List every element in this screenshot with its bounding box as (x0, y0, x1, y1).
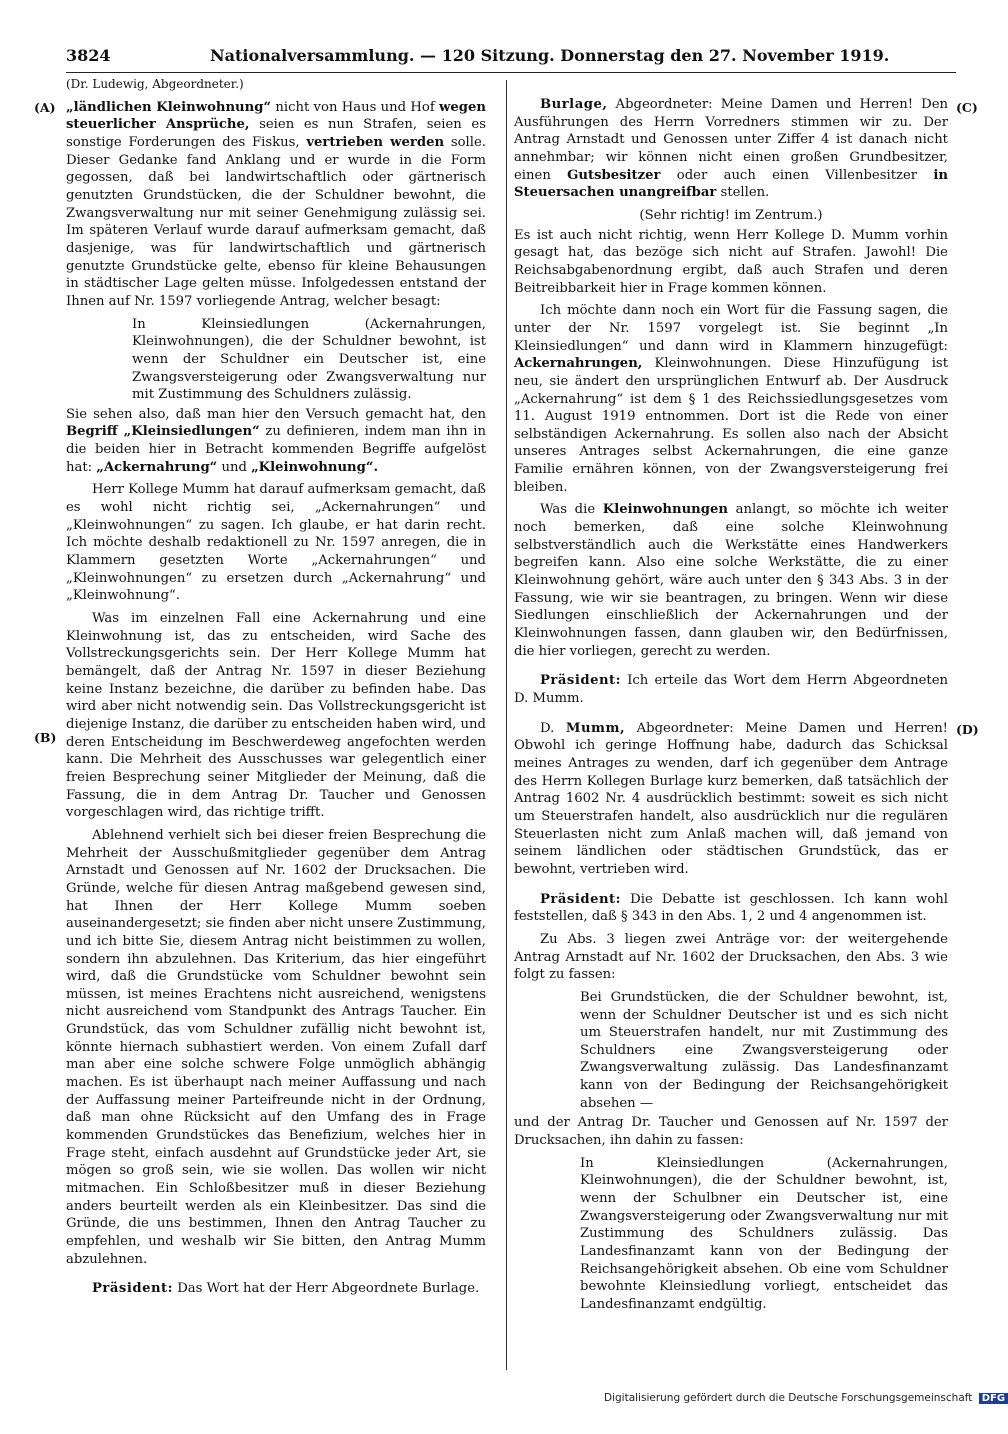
text: und (217, 459, 252, 475)
paragraph (514, 891, 948, 926)
paragraph (66, 406, 486, 477)
column-divider (506, 80, 507, 1370)
emphasis: Gutsbesitzer (567, 167, 661, 183)
margin-marker-b: (B) (34, 730, 57, 745)
paragraph: Zu Abs. 3 liegen zwei Anträge vor: der weitergehende Antrag Arnstadt auf Nr. 1602 der Drucksachen, den Abs. 3 wie folgt zu fassen: (514, 931, 948, 983)
emphasis: vertrieben werden (306, 134, 445, 150)
text: Die Debatte ist geschlossen. Ich kann wohl feststellen, daß § 343 in den Abs. 1, 2 und 4 angenommen ist. (514, 891, 948, 925)
dfg-logo: DFG (979, 1393, 1008, 1404)
text: Abgeordneter: Meine Damen und Herren! Obwohl ich geringe Hoffnung habe, dadurch das Schicksal meines Antrages zu wenden, darf ich gegenüber dem Antrage des Herrn Kollegen Burlage kurz bemerken, daß tatsächlich der Antrag 1602 Nr. 4 ausdrücklich bestimmt: soweit es sich nicht um Steuerstrafen handelt, also ausdrücklich nur die regulären Steuerlasten nicht zum Anlaß machen will, daß jemand von seinem ländlichen oder städtischen Grundstück, das er bewohnt, vertrieben wird. (514, 720, 948, 877)
emphasis: Begriff „Kleinsiedlungen“ (66, 424, 260, 440)
running-header (66, 46, 956, 73)
emphasis: wegen steuerlicher Ansprüche, (66, 99, 486, 133)
interjection: (Sehr richtig! im Zentrum.) (639, 207, 823, 223)
emphasis: Ackernahrungen, (514, 356, 643, 372)
text: anlangt, so möchte ich weiter noch bemerken, daß eine solche Kleinwohnung selbstverständlich auch die Werkstätte eines Handwerkers begreifen kann. Also eine solche Werkstätte, die zu einer Kleinwohnung gehört, wäre auch unter den § 343 Abs. 3 in der Fassung, wie wir sie beantragen, zu bringen. Wenn wir diese Siedlungen einschließlich der Ackernahrungen und der Kleinwohnungen fassen, dann glauben wir, den Bedürfnissen, die hier vorliegen, gerecht zu werden. (514, 502, 948, 659)
margin-marker-c: (C) (956, 100, 978, 115)
paragraph (514, 720, 948, 879)
paragraph: Es ist auch nicht richtig, wenn Herr Kollege D. Mumm vorhin gesagt hat, das bezöge sich nicht auf Strafen. Jawohl! Die Reichsabgabenordnung ergibt, daß auch Strafen und deren Beitreibbarkeit hier in Frage kommen können. (514, 227, 948, 296)
paragraph: Ablehnend verhielt sich bei dieser freien Besprechung die Mehrheit der Ausschußmitglieder gegenüber dem Antrag Arnstadt und Genossen auf Nr. 1602 der Drucksachen. Die Gründe, welche für diesen Antrag maßgebend gewesen sind, hat Ihnen der Herr Kollege Mumm soeben auseinandergesetzt; sie finden aber nicht unsere Zustimmung, und ich bitte Sie, diesem Antrag nicht beistimmen zu wollen, sondern ihn abzulehnen. Das Kriterium, das hier eingeführt wird, daß die Grundstücke vom Schuldner bewohnt sein müssen, ist meines Erachtens nicht ausreichend, wenigstens nicht ausreichend vom Standpunkt des Antrags Taucher. Ein Grundstück, das vom Schuldner zufällig nicht bewohnt ist, könnte hiernach subhastiert werden. Von einem Zufall darf man aber eine solche schwere Folge unmöglich abhängig machen. Es ist überhaupt nach meiner Auffassung und nach der Auffassung meiner Parteifreunde nicht in der Ordnung, daß man ohne Rücksicht auf den Umfang des in Frage kommenden Grundstückes das Benefizium, welches hier in Frage steht, einfach ausdehnt auf Grundstücke jeder Art, sie mögen so groß sein, wie sie wollen. Das wollen wir nicht mitmachen. Ein Schloßbesitzer muß in dieser Beziehung anders beurteilt werden als ein Kleinbesitzer. Das sind die Gründe, die uns bestimmen, Ihnen den Antrag Taucher zu empfehlen, und weshalb wir Sie bitten, den Antrag Mumm abzulehnen. (66, 827, 486, 1267)
paragraph (514, 501, 948, 660)
speaker-name: Burlage, (540, 97, 608, 112)
footer-text: Digitalisierung gefördert durch die Deutsche Forschungsgemeinschaft (604, 1392, 973, 1404)
left-column (66, 76, 486, 1303)
speaker-note: (Dr. Ludewig, Abgeordneter.) (66, 77, 244, 91)
emphasis: in Steuersachen unangreifbar (514, 167, 948, 201)
margin-marker-d: (D) (956, 722, 979, 737)
speaker-name: Mumm, (565, 720, 626, 736)
quoted-motion: Bei Grundstücken, die der Schuldner bewohnt, ist, wenn der Schuldner Deutscher ist und es sich nicht um Steuerstrafen handelt, nur mit Zustimmung des Schuldners eine Zwangsversteigerung oder Zwangsverwaltung zulässig. Das Landesfinanzamt kann von der Bedingung der Reichsangehörigkeit absehen — (580, 989, 948, 1111)
paragraph (514, 96, 948, 202)
paragraph (66, 1280, 486, 1298)
paragraph: Herr Kollege Mumm hat darauf aufmerksam gemacht, daß es wohl nicht richtig sei, „Ackernahrungen“ und „Kleinwohnungen“ zu sagen. Ich glaube, er hat darin recht. Ich möchte deshalb redaktionell zu Nr. 1597 anregen, die in Klammern gesetzten Worte „Ackernahrungen“ und „Kleinwohnungen“ zu ersetzen durch „Ackernahrung“ und „Kleinwohnung“. (66, 482, 486, 604)
funding-footer (604, 1392, 1006, 1404)
paragraph (514, 302, 948, 496)
emphasis: „Kleinwohnung“. (251, 459, 379, 475)
quoted-motion: In Kleinsiedlungen (Ackernahrungen, Kleinwohnungen), die der Schuldner bewohnt, ist, wenn der Schulbner ein Deutscher ist, eine Zwangsversteigerung oder Zwangsverwaltung nur mit Zustimmung des Schuldners zulässig. Das Landesfinanzamt kann von der Bedingung der Reichsangehörigkeit absehen. Ob eine vom Schuldner bewohnte Kleinsiedlung vorliegt, entscheidet das Landesfinanzamt endgültig. (580, 1155, 948, 1312)
paragraph (514, 672, 948, 707)
text: zu definieren, indem man ihn in die beiden hier in Betracht kommenden Begriffe aufgelöst hat: (66, 424, 486, 475)
text: stellen. (716, 185, 770, 201)
quoted-motion: In Kleinsiedlungen (Ackernahrungen, Kleinwohnungen), die der Schuldner bewohnt, ist wenn der Schuldner ein Deutscher ist, eine Zwangsversteigerung oder Zwangsverwaltung nur mit Zustimmung des Schuldners zulässig. (132, 316, 486, 403)
text: Ich möchte dann noch ein Wort für die Fassung sagen, die unter der Nr. 1597 vorgelegt ist. Sie beginnt „In Kleinsiedlungen“ und dann wird in Klammern hinzugefügt: (514, 303, 948, 354)
emphasis: Kleinwohnungen (602, 502, 728, 518)
running-title: Nationalversammlung. — 120 Sitzung. Donnerstag den 27. November 1919. (210, 46, 890, 65)
speaker-name: Präsident: (540, 673, 622, 689)
text: Abgeordneter: Meine Damen und Herren! Den Ausführungen des Herrn Vorredners stimmen wir zu. Der Antrag Arnstadt und Genossen unter Ziffer 4 ist danach nicht annehmbar; wir können nicht einen großen Grundbesitzer, einen (514, 97, 948, 183)
margin-marker-a: (A) (34, 100, 56, 115)
text: Kleinwohnungen. Diese Hinzufügung ist neu, sie ändert den ursprünglichen Entwurf ab. Der Ausdruck „Ackernahrung“ ist dem § 1 des Reichssiedlungsgesetzes vom 11. August 1919 entnommen. Dort ist die Rede von einer selbständigen Ackernahrung. Es sollen also nach der Absicht unseres Antrages selbst Ackernahrungen, die eine ganze Familie ernähren können, von der Zwangsversteigerung frei bleiben. (514, 356, 948, 495)
paragraph: Was im einzelnen Fall eine Ackernahrung und eine Kleinwohnung ist, das zu entscheiden, wird Sache des Vollstreckungsgerichts sein. Der Herr Kollege Mumm hat bemängelt, daß der Antrag Nr. 1597 in dieser Beziehung keine Instanz bezeichne, die darüber zu befinden habe. Das wird aber nicht notwendig sein. Das Vollstreckungsgericht ist diejenige Instanz, die darüber zu entscheiden haben wird, und deren Entscheidung im Beschwerdeweg angefochten werden kann. Die Mehrheit des Ausschusses war gelegentlich einer freien Besprechung seiner Mitglieder der Meinung, daß die Fassung, die in dem Antrag Dr. Taucher und Genossen vorgeschlagen wird, das richtige trifft. (66, 611, 486, 821)
speaker-name: Präsident: (92, 1281, 174, 1297)
text: Das Wort hat der Herr Abgeordnete Burlage. (173, 1281, 480, 1297)
page-number: 3824 (66, 46, 111, 65)
text: Ich erteile das Wort dem Herrn Abgeordneten D. Mumm. (514, 673, 948, 706)
text: seien es nun Strafen, seien es sonstige Forderungen des Fiskus, (66, 117, 486, 150)
text: Sie sehen also, daß man hier den Versuch gemacht hat, den (66, 406, 486, 422)
emphasis: „ländlichen Kleinwohnung“ (66, 99, 272, 115)
speaker-name: Präsident: (540, 891, 622, 907)
emphasis: „Ackernahrung“ (96, 459, 218, 475)
text: nicht von Haus und Hof (271, 99, 440, 115)
text: solle. Dieser Gedanke fand Anklang und er wurde in die Form gegossen, daß bei landwirtschaftlich oder gärtnerisch genutzten Grundstücken, die der Schuldner bewohnt, die Zwangsverwaltung nur mit seiner Genehmigung zulässig sei. Im späteren Verlauf wurde darauf aufmerksam gemacht, daß dasjenige, was für landwirtschaftlich und gärtnerisch genutzte Grundstücke gelte, ebenso für kleine Behausungen in städtischer Lage gelten müsse. Infolgedessen entstand der Ihnen auf Nr. 1597 vorliegende Antrag, welcher besagt: (66, 134, 486, 309)
right-column (514, 96, 948, 1316)
text: D. (540, 720, 566, 736)
text: oder auch einen Villenbesitzer (660, 167, 934, 183)
paragraph: und der Antrag Dr. Taucher und Genossen auf Nr. 1597 der Drucksachen, ihn dahin zu fassen: (514, 1115, 948, 1149)
text: Was die (540, 502, 603, 518)
paragraph (66, 99, 486, 311)
